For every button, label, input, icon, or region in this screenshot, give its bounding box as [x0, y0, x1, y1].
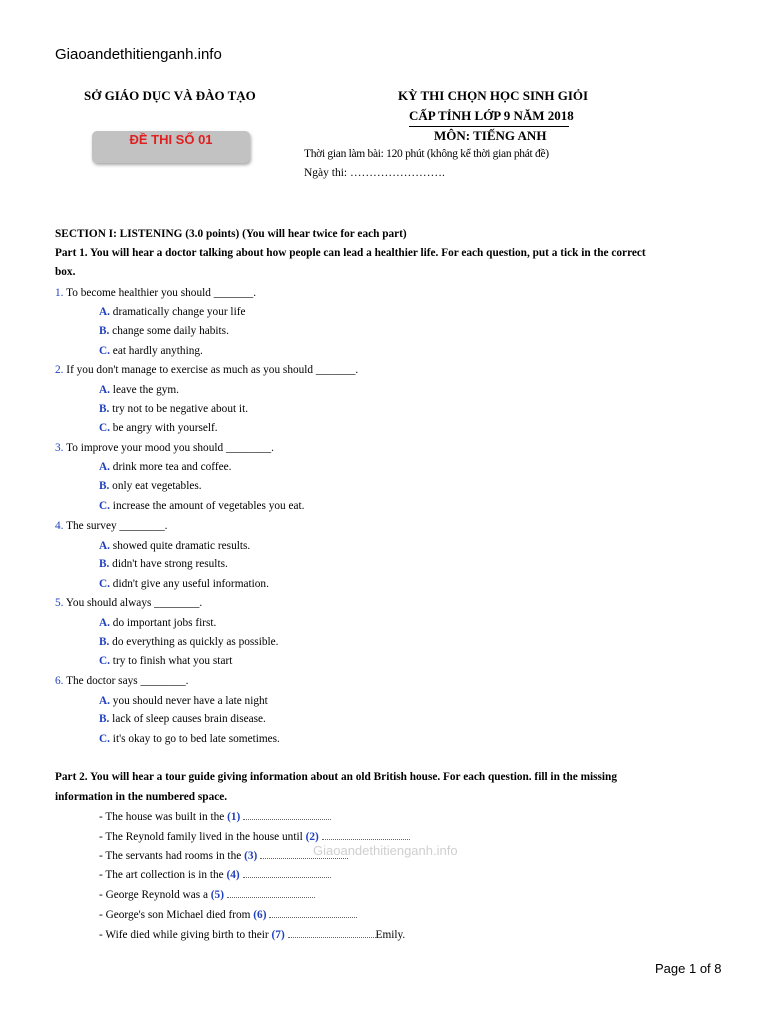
option — [99, 384, 179, 396]
part2-instruction: Part 2. You will hear a tour guide giving information about an old British house. For each question. fill in the missing — [55, 771, 617, 783]
answer-blank[interactable] — [269, 908, 357, 918]
question-3 — [55, 442, 274, 454]
option-letter: B. — [99, 325, 110, 337]
option-text: dramatically change your life — [109, 306, 246, 318]
answer-blank[interactable] — [288, 928, 376, 938]
option-text: increase the amount of vegetables you eat. — [109, 500, 305, 512]
question-text: The doctor says ________. — [63, 675, 189, 687]
gap-number: (3) — [244, 850, 258, 862]
part1-instruction: Part 1. You will hear a doctor talking about how people can lead a healthier life. For each question, put a tick in the correct — [55, 247, 646, 259]
answer-blank[interactable] — [243, 810, 331, 820]
gap-text: - The art collection is in the — [99, 869, 227, 881]
site-name: Giaoandethitienganh.info — [55, 46, 222, 63]
gap-line — [99, 908, 357, 921]
exam-level: CẤP TỈNH LỚP 9 NĂM 2018 — [409, 108, 574, 123]
option-letter: A. — [99, 617, 110, 629]
exam-number-badge: ĐỀ THI SỐ 01 — [92, 131, 250, 163]
option-letter: A. — [99, 695, 110, 707]
option-text: change some daily habits. — [109, 325, 229, 337]
gap-text: - The house was built in the — [99, 811, 228, 823]
option — [99, 655, 232, 667]
question-text: If you don't manage to exercise as much as you should _______. — [63, 364, 359, 376]
gap-number: (6) — [253, 909, 267, 921]
option — [99, 325, 229, 337]
option-letter: C. — [99, 422, 110, 434]
option — [99, 306, 246, 318]
option-text: eat hardly anything. — [109, 345, 203, 357]
option-text: do everything as quickly as possible. — [109, 636, 279, 648]
option-text: didn't have strong results. — [109, 558, 228, 570]
question-number: 2. — [55, 364, 64, 376]
option — [99, 500, 304, 512]
option-letter: A. — [99, 540, 110, 552]
option — [99, 617, 216, 629]
option — [99, 713, 266, 725]
gap-number: (4) — [226, 869, 240, 881]
question-2 — [55, 364, 358, 376]
option-text: be angry with yourself. — [109, 422, 218, 434]
gap-line — [99, 849, 348, 862]
gap-line — [99, 810, 331, 823]
question-number: 5. — [55, 597, 64, 609]
option-letter: B. — [99, 713, 110, 725]
question-1 — [55, 287, 256, 299]
gap-text: - The servants had rooms in the — [99, 850, 245, 862]
answer-blank[interactable] — [227, 888, 315, 898]
gap-number: (7) — [271, 929, 285, 941]
question-text: To become healthier you should _______. — [63, 287, 257, 299]
page-number: Page 1 of 8 — [655, 961, 722, 976]
question-6 — [55, 675, 188, 687]
option-letter: A. — [99, 384, 110, 396]
option-letter: C. — [99, 500, 110, 512]
exam-title: KỲ THI CHỌN HỌC SINH GIỎI — [398, 88, 589, 103]
option — [99, 461, 231, 473]
option-text: didn't give any useful information. — [109, 578, 269, 590]
option-text: try to finish what you start — [109, 655, 233, 667]
option-text: only eat vegetables. — [109, 480, 202, 492]
question-number: 6. — [55, 675, 64, 687]
gap-text: - The Reynold family lived in the house until — [99, 831, 306, 843]
option-letter: A. — [99, 306, 110, 318]
option-text: you should never have a late night — [109, 695, 268, 707]
option-text: lack of sleep causes brain disease. — [109, 713, 266, 725]
answer-blank[interactable] — [243, 868, 331, 878]
option — [99, 540, 250, 552]
question-number: 1. — [55, 287, 64, 299]
option-letter: B. — [99, 558, 110, 570]
question-text: You should always ________. — [63, 597, 203, 609]
gap-line — [99, 888, 315, 901]
exam-date: Ngày thi: ……………………. — [304, 167, 445, 179]
option-letter: C. — [99, 345, 110, 357]
section-title: SECTION I: LISTENING (3.0 points) (You will hear twice for each part) — [55, 228, 407, 240]
option-letter: C. — [99, 578, 110, 590]
exam-duration: Thời gian làm bài: 120 phút (không kể thời gian phát đề) — [304, 148, 549, 160]
option — [99, 480, 202, 492]
part2-instruction-cont: information in the numbered space. — [55, 791, 228, 803]
option — [99, 733, 280, 745]
question-4 — [55, 520, 167, 532]
answer-blank[interactable] — [322, 830, 410, 840]
option-letter: B. — [99, 480, 110, 492]
department-name: SỞ GIÁO DỤC VÀ ĐÀO TẠO — [84, 88, 256, 103]
gap-text: - George Reynold was a — [99, 889, 211, 901]
part1-instruction-cont: box. — [55, 266, 76, 278]
question-text: To improve your mood you should ________. — [63, 442, 274, 454]
watermark: Giaoandethitienganh.info — [313, 843, 458, 858]
gap-number: (5) — [210, 889, 224, 901]
option — [99, 345, 203, 357]
option-letter: C. — [99, 733, 110, 745]
option — [99, 578, 269, 590]
gap-text: - George's son Michael died from — [99, 909, 254, 921]
gap-line — [99, 868, 331, 881]
option-text: leave the gym. — [109, 384, 179, 396]
question-5 — [55, 597, 202, 609]
option-text: drink more tea and coffee. — [109, 461, 232, 473]
question-number: 4. — [55, 520, 64, 532]
option-text: do important jobs first. — [109, 617, 217, 629]
option-text: it's okay to go to bed late sometimes. — [109, 733, 280, 745]
option — [99, 403, 248, 415]
option-letter: C. — [99, 655, 110, 667]
option-letter: B. — [99, 403, 110, 415]
gap-line — [99, 928, 405, 941]
option — [99, 558, 228, 570]
gap-after-text: Emily. — [375, 929, 406, 941]
option-letter: A. — [99, 461, 110, 473]
gap-number: (1) — [227, 811, 241, 823]
option — [99, 695, 268, 707]
gap-text: - Wife died while giving birth to their — [99, 929, 272, 941]
gap-number: (2) — [305, 831, 319, 843]
option-letter: B. — [99, 636, 110, 648]
question-text: The survey ________. — [63, 520, 168, 532]
option-text: showed quite dramatic results. — [109, 540, 251, 552]
option-text: try not to be negative about it. — [109, 403, 249, 415]
subject-title: MÔN: TIẾNG ANH — [434, 128, 547, 143]
question-number: 3. — [55, 442, 64, 454]
header-divider — [409, 126, 569, 127]
gap-line — [99, 830, 410, 843]
option — [99, 422, 218, 434]
option — [99, 636, 278, 648]
